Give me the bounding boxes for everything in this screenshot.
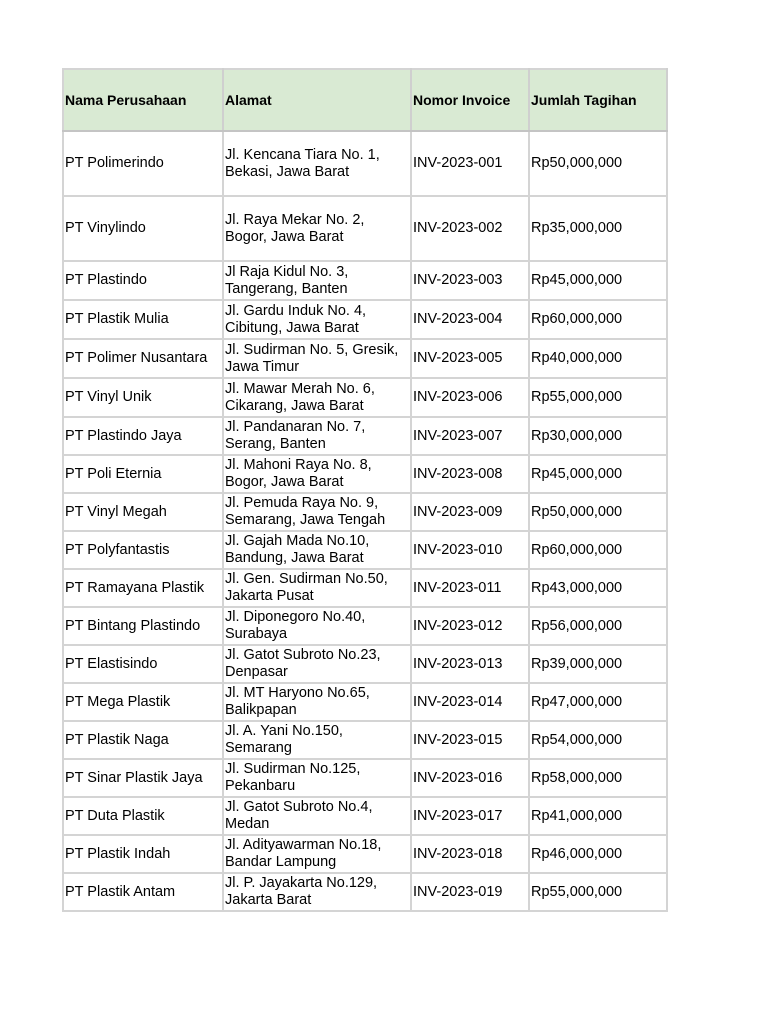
header-address: Alamat bbox=[223, 69, 411, 131]
table-body bbox=[63, 131, 667, 911]
invoice-number-cell: INV-2023-019 bbox=[411, 873, 529, 911]
table-row bbox=[63, 797, 667, 835]
amount-cell: Rp39,000,000 bbox=[529, 645, 667, 683]
amount-cell: Rp30,000,000 bbox=[529, 417, 667, 455]
invoice-number-cell: INV-2023-008 bbox=[411, 455, 529, 493]
company-cell: PT Polimer Nusantara bbox=[63, 339, 223, 378]
address-cell: Jl. Pemuda Raya No. 9, Semarang, Jawa Tengah bbox=[223, 493, 411, 531]
address-cell: Jl. P. Jayakarta No.129, Jakarta Barat bbox=[223, 873, 411, 911]
invoice-number-cell: INV-2023-018 bbox=[411, 835, 529, 873]
invoice-number-cell: INV-2023-001 bbox=[411, 131, 529, 196]
table-row bbox=[63, 300, 667, 339]
company-cell: PT Plastik Mulia bbox=[63, 300, 223, 339]
invoice-number-cell: INV-2023-014 bbox=[411, 683, 529, 721]
table-row bbox=[63, 339, 667, 378]
amount-cell: Rp56,000,000 bbox=[529, 607, 667, 645]
address-cell: Jl. Gardu Induk No. 4, Cibitung, Jawa Barat bbox=[223, 300, 411, 339]
invoice-number-cell: INV-2023-011 bbox=[411, 569, 529, 607]
invoice-number-cell: INV-2023-010 bbox=[411, 531, 529, 569]
invoice-number-cell: INV-2023-006 bbox=[411, 378, 529, 417]
company-cell: PT Polimerindo bbox=[63, 131, 223, 196]
invoice-number-cell: INV-2023-007 bbox=[411, 417, 529, 455]
company-cell: PT Vinylindo bbox=[63, 196, 223, 261]
amount-cell: Rp46,000,000 bbox=[529, 835, 667, 873]
invoice-number-cell: INV-2023-017 bbox=[411, 797, 529, 835]
amount-cell: Rp54,000,000 bbox=[529, 721, 667, 759]
invoice-number-cell: INV-2023-003 bbox=[411, 261, 529, 300]
company-cell: PT Mega Plastik bbox=[63, 683, 223, 721]
amount-cell: Rp41,000,000 bbox=[529, 797, 667, 835]
address-cell: Jl. Sudirman No. 5, Gresik, Jawa Timur bbox=[223, 339, 411, 378]
amount-cell: Rp60,000,000 bbox=[529, 531, 667, 569]
amount-cell: Rp47,000,000 bbox=[529, 683, 667, 721]
table-row bbox=[63, 683, 667, 721]
company-cell: PT Ramayana Plastik bbox=[63, 569, 223, 607]
invoice-number-cell: INV-2023-013 bbox=[411, 645, 529, 683]
amount-cell: Rp58,000,000 bbox=[529, 759, 667, 797]
table-row bbox=[63, 261, 667, 300]
address-cell: Jl. MT Haryono No.65, Balikpapan bbox=[223, 683, 411, 721]
amount-cell: Rp35,000,000 bbox=[529, 196, 667, 261]
invoice-number-cell: INV-2023-012 bbox=[411, 607, 529, 645]
invoice-number-cell: INV-2023-005 bbox=[411, 339, 529, 378]
address-cell: Jl. Adityawarman No.18, Bandar Lampung bbox=[223, 835, 411, 873]
invoice-number-cell: INV-2023-002 bbox=[411, 196, 529, 261]
table-row bbox=[63, 378, 667, 417]
company-cell: PT Vinyl Megah bbox=[63, 493, 223, 531]
header-invoice-number: Nomor Invoice bbox=[411, 69, 529, 131]
amount-cell: Rp55,000,000 bbox=[529, 378, 667, 417]
company-cell: PT Poli Eternia bbox=[63, 455, 223, 493]
invoice-number-cell: INV-2023-016 bbox=[411, 759, 529, 797]
header-company: Nama Perusahaan bbox=[63, 69, 223, 131]
invoice-number-cell: INV-2023-009 bbox=[411, 493, 529, 531]
header-amount: Jumlah Tagihan bbox=[529, 69, 667, 131]
address-cell: Jl. Gatot Subroto No.23, Denpasar bbox=[223, 645, 411, 683]
address-cell: Jl. Gajah Mada No.10, Bandung, Jawa Barat bbox=[223, 531, 411, 569]
amount-cell: Rp45,000,000 bbox=[529, 455, 667, 493]
table-row bbox=[63, 417, 667, 455]
invoice-number-cell: INV-2023-015 bbox=[411, 721, 529, 759]
table-row bbox=[63, 721, 667, 759]
company-cell: PT Sinar Plastik Jaya bbox=[63, 759, 223, 797]
table-row bbox=[63, 569, 667, 607]
amount-cell: Rp40,000,000 bbox=[529, 339, 667, 378]
table-row bbox=[63, 873, 667, 911]
header-row bbox=[63, 69, 667, 131]
table-row bbox=[63, 131, 667, 196]
address-cell: Jl. Gen. Sudirman No.50, Jakarta Pusat bbox=[223, 569, 411, 607]
address-cell: Jl. Gatot Subroto No.4, Medan bbox=[223, 797, 411, 835]
address-cell: Jl. Sudirman No.125, Pekanbaru bbox=[223, 759, 411, 797]
table-row bbox=[63, 493, 667, 531]
invoice-sheet bbox=[62, 68, 666, 912]
table-row bbox=[63, 196, 667, 261]
address-cell: Jl. Mahoni Raya No. 8, Bogor, Jawa Barat bbox=[223, 455, 411, 493]
table-row bbox=[63, 607, 667, 645]
company-cell: PT Bintang Plastindo bbox=[63, 607, 223, 645]
amount-cell: Rp50,000,000 bbox=[529, 493, 667, 531]
amount-cell: Rp50,000,000 bbox=[529, 131, 667, 196]
company-cell: PT Polyfantastis bbox=[63, 531, 223, 569]
address-cell: Jl. Mawar Merah No. 6, Cikarang, Jawa Barat bbox=[223, 378, 411, 417]
amount-cell: Rp55,000,000 bbox=[529, 873, 667, 911]
address-cell: Jl Raja Kidul No. 3, Tangerang, Banten bbox=[223, 261, 411, 300]
address-cell: Jl. Raya Mekar No. 2, Bogor, Jawa Barat bbox=[223, 196, 411, 261]
amount-cell: Rp43,000,000 bbox=[529, 569, 667, 607]
invoice-table bbox=[62, 68, 668, 912]
company-cell: PT Duta Plastik bbox=[63, 797, 223, 835]
amount-cell: Rp45,000,000 bbox=[529, 261, 667, 300]
amount-cell: Rp60,000,000 bbox=[529, 300, 667, 339]
address-cell: Jl. Pandanaran No. 7, Serang, Banten bbox=[223, 417, 411, 455]
invoice-number-cell: INV-2023-004 bbox=[411, 300, 529, 339]
table-row bbox=[63, 835, 667, 873]
table-row bbox=[63, 531, 667, 569]
company-cell: PT Vinyl Unik bbox=[63, 378, 223, 417]
address-cell: Jl. A. Yani No.150, Semarang bbox=[223, 721, 411, 759]
address-cell: Jl. Kencana Tiara No. 1, Bekasi, Jawa Barat bbox=[223, 131, 411, 196]
address-cell: Jl. Diponegoro No.40, Surabaya bbox=[223, 607, 411, 645]
table-row bbox=[63, 455, 667, 493]
company-cell: PT Plastik Indah bbox=[63, 835, 223, 873]
company-cell: PT Plastik Antam bbox=[63, 873, 223, 911]
table-row bbox=[63, 645, 667, 683]
company-cell: PT Plastindo Jaya bbox=[63, 417, 223, 455]
table-row bbox=[63, 759, 667, 797]
company-cell: PT Plastik Naga bbox=[63, 721, 223, 759]
company-cell: PT Plastindo bbox=[63, 261, 223, 300]
company-cell: PT Elastisindo bbox=[63, 645, 223, 683]
